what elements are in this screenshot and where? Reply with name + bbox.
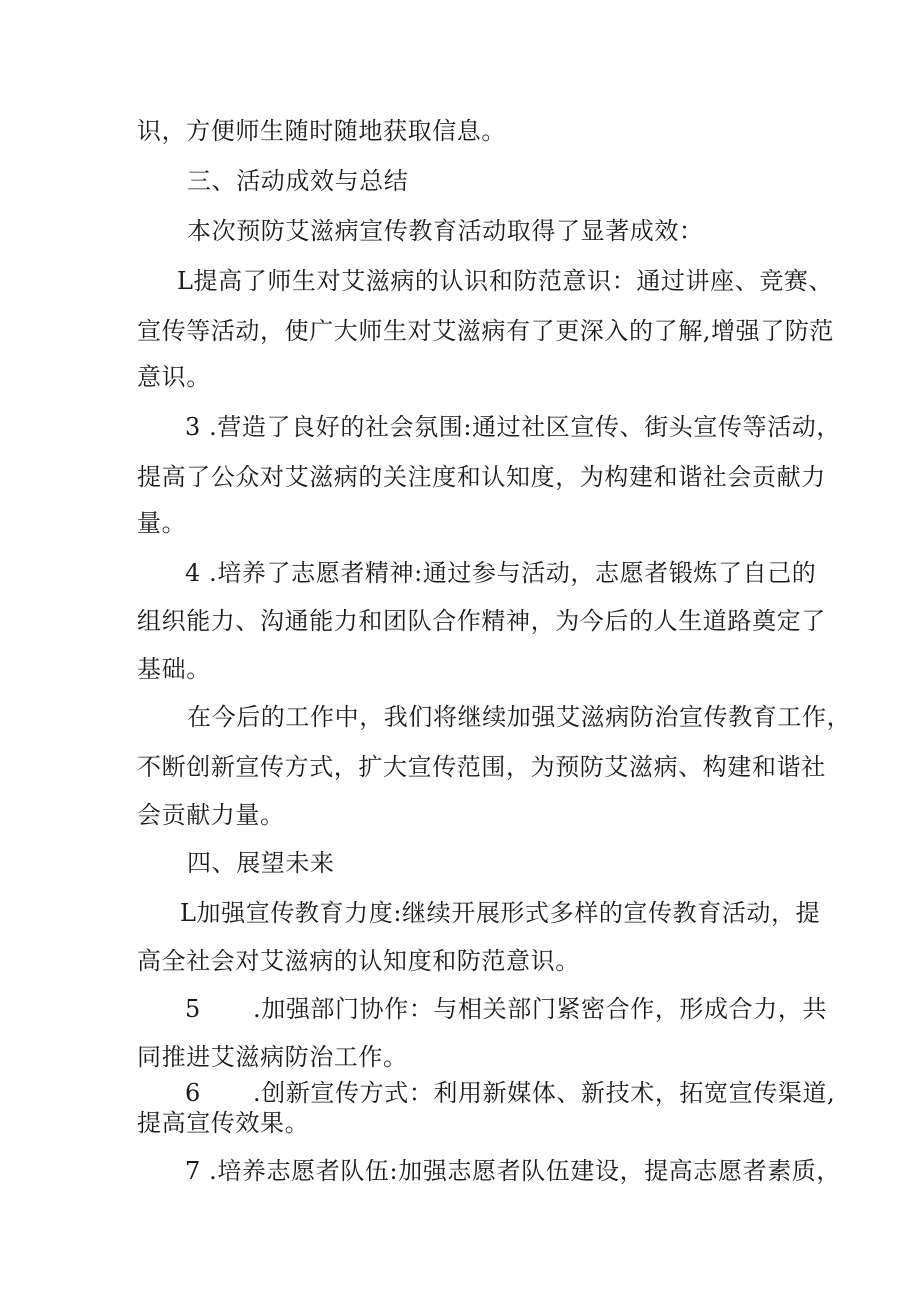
text-line: 识，方便师生随时随地获取信息。	[137, 117, 506, 145]
text-line: 7 .培养志愿者队伍:加强志愿者队伍建设，提高志愿者素质，	[185, 1157, 842, 1185]
text-line: 宣传等活动，使广大师生对艾滋病有了更深入的了解,增强了防范	[137, 317, 835, 345]
text-line: .创新宣传方式：利用新媒体、新技术，拓宽宣传渠道,	[253, 1079, 836, 1107]
text-line: .加强部门协作：与相关部门紧密合作，形成合力，共	[253, 995, 828, 1023]
list-number: 6	[185, 1079, 201, 1107]
text-line: 高全社会对艾滋病的认知度和防范意识。	[137, 947, 580, 975]
text-line: L提高了师生对艾滋病的认识和防范意识：通过讲座、竞赛、	[177, 267, 834, 295]
text-line: 3 .营造了良好的社会氛围:通过社区宣传、街头宣传等活动，	[185, 413, 842, 441]
text-line: 组织能力、沟通能力和团队合作精神，为今后的人生道路奠定了	[137, 607, 826, 635]
text-line: 不断创新宣传方式，扩大宣传范围，为预防艾滋病、构建和谐社	[137, 753, 826, 781]
text-line: 基础。	[137, 655, 211, 683]
text-line: 在今后的工作中，我们将继续加强艾滋病防治宣传教育工作，	[187, 703, 852, 731]
text-line: 同推进艾滋病防治工作。	[137, 1043, 408, 1071]
text-line: 会贡献力量。	[137, 801, 285, 829]
section-heading: 四、展望未来	[187, 849, 335, 877]
text-line: 4 .培养了志愿者精神:通过参与活动，志愿者锻炼了自己的	[185, 559, 817, 587]
text-line: L加强宣传教育力度:继续开展形式多样的宣传教育活动，提	[180, 899, 821, 927]
text-line: 量。	[137, 509, 187, 537]
text-line: 意识。	[137, 363, 211, 391]
text-line: 本次预防艾滋病宣传教育活动取得了显著成效：	[187, 217, 704, 245]
text-line: 提高了公众对艾滋病的关注度和认知度，为构建和谐社会贡献力	[137, 463, 826, 491]
text-line: 提高宣传效果。	[137, 1109, 310, 1137]
list-number: 5	[185, 995, 201, 1023]
section-heading: 三、活动成效与总结	[187, 167, 409, 195]
